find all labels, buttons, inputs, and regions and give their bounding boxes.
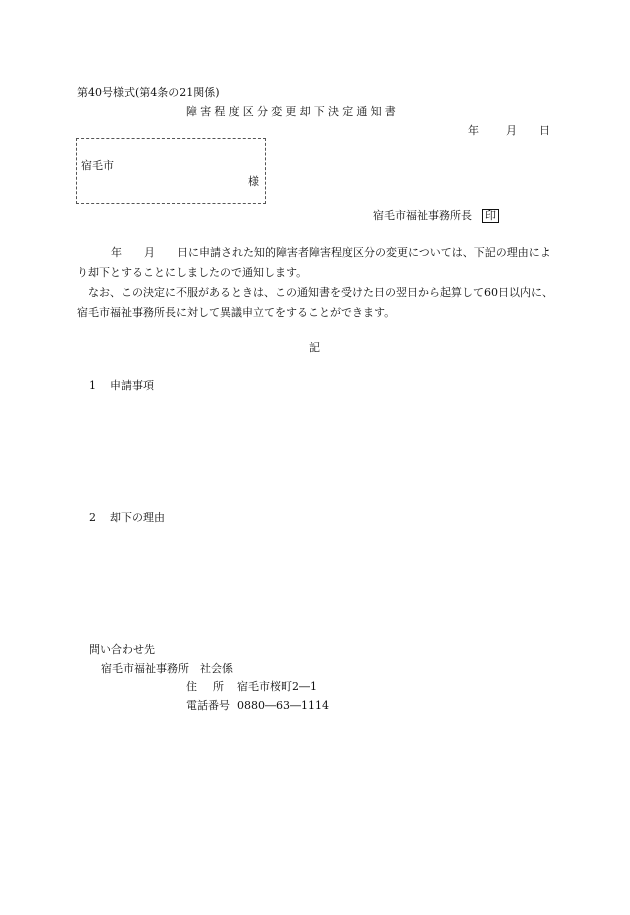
sender-line xyxy=(373,209,499,223)
recipient-box xyxy=(76,138,266,204)
section-number: 1 xyxy=(89,379,96,392)
section-rejection-reason xyxy=(89,511,165,525)
body-paragraph-1: 年 月 日に申請された知的障害者障害程度区分の変更については、下記の理由により却下とすることにしましたので通知します。 xyxy=(77,246,551,279)
section-application-items xyxy=(89,379,154,393)
section-label: 却下の理由 xyxy=(110,511,165,524)
address-value: 宿毛市桜町2―1 xyxy=(237,680,317,693)
recipient-honorific: 様 xyxy=(248,175,259,188)
contact-address xyxy=(186,680,317,694)
document-title: 障害程度区分変更却下決定通知書 xyxy=(186,105,399,118)
ki-heading: 記 xyxy=(309,341,320,354)
recipient-city: 宿毛市 xyxy=(81,159,114,172)
contact-title: 問い合わせ先 xyxy=(89,643,155,656)
contact-office: 宿毛市福祉事務所 社会係 xyxy=(101,662,233,675)
contact-phone xyxy=(186,699,329,713)
section-number: 2 xyxy=(89,511,96,524)
body-paragraph-2: なお、この決定に不服があるときは、この通知書を受けた日の翌日から起算して60日以内に、宿毛市福祉事務所長に対して異議申立てをすることができます。 xyxy=(77,286,553,319)
address-label: 住所 xyxy=(186,680,240,693)
section-label: 申請事項 xyxy=(110,379,154,392)
form-number: 第40号様式(第4条の21関係) xyxy=(77,86,220,99)
phone-label: 電話番号 xyxy=(186,699,230,712)
seal-mark: 印 xyxy=(482,209,499,223)
date-day: 日 xyxy=(539,124,550,137)
date-month: 月 xyxy=(506,124,517,137)
date-line xyxy=(468,124,550,138)
sender-name: 宿毛市福祉事務所長 xyxy=(373,209,472,222)
date-year: 年 xyxy=(468,124,479,137)
phone-value: 0880―63―1114 xyxy=(237,699,329,712)
